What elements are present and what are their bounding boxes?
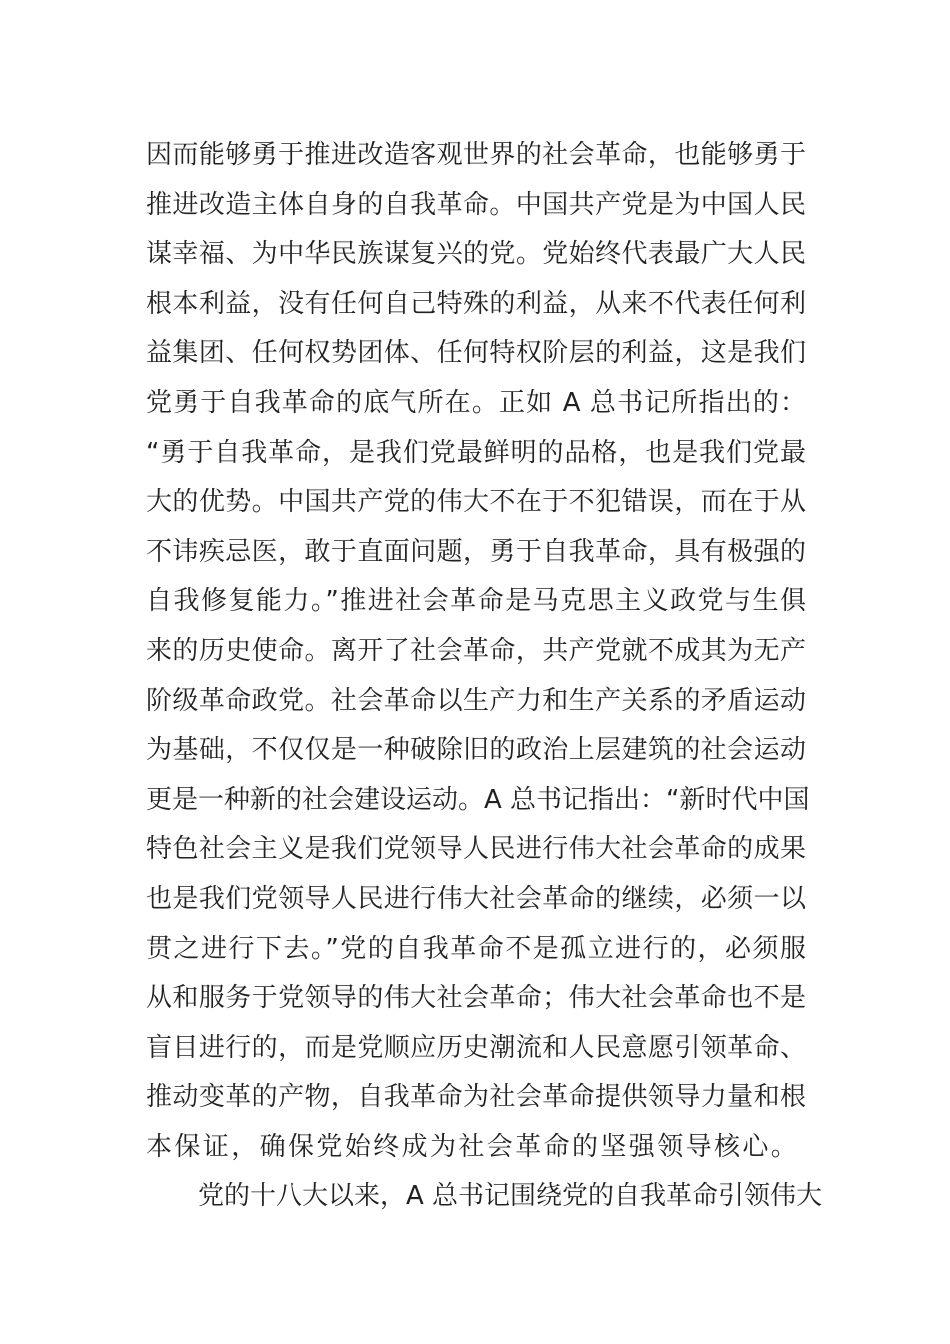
text-line: 特色社会主义是我们党领导人民进行伟大社会革命的成果 bbox=[146, 834, 806, 865]
text-line: 来的历史使命。离开了社会革命，共产党就不成其为无产 bbox=[146, 635, 806, 666]
text-line: 盲目进行的，而是党顺应历史潮流和人民意愿引领革命、 bbox=[146, 1032, 806, 1063]
text-line: 因而能够勇于推进改造客观世界的社会革命，也能够勇于 bbox=[146, 140, 806, 170]
text-line: 也是我们党领导人民进行伟大社会革命的继续，必须一以 bbox=[146, 883, 806, 914]
text-line: 从和服务于党领导的伟大社会革命；伟大社会革命也不是 bbox=[146, 983, 806, 1014]
text-line: 大的优势。中国共产党的伟大不在于不犯错误，而在于从 bbox=[146, 487, 806, 518]
text-line: 推动变革的产物，自我革命为社会革命提供领导力量和根 bbox=[146, 1082, 806, 1113]
text-line: 谋幸福、为中华民族谋复兴的党。党始终代表最广大人民 bbox=[146, 239, 806, 270]
text-line: 推进改造主体自身的自我革命。中国共产党是为中国人民 bbox=[146, 189, 806, 220]
paragraph-start-line: 党的十八大以来，A 总书记围绕党的自我革命引领伟大 bbox=[198, 1181, 823, 1212]
text-line: 党勇于自我革命的底气所在。正如 A 总书记所指出的： bbox=[146, 387, 806, 418]
text-line: 更是一种新的社会建设运动。A 总书记指出：“新时代中国 bbox=[146, 784, 810, 815]
text-line: 益集团、任何权势团体、任何特权阶层的利益，这是我们 bbox=[146, 338, 806, 369]
text-line: 根本利益，没有任何自己特殊的利益，从来不代表任何利 bbox=[146, 288, 806, 319]
body-text bbox=[146, 131, 823, 1222]
paragraph-end-line: 本保证，确保党始终成为社会革命的坚强领导核心。 bbox=[146, 1131, 800, 1162]
text-line: 为基础，不仅仅是一种破除旧的政治上层建筑的社会运动 bbox=[146, 735, 806, 766]
text-line: “勇于自我革命，是我们党最鲜明的品格，也是我们党最 bbox=[146, 437, 806, 468]
text-line: 阶级革命政党。社会革命以生产力和生产关系的矛盾运动 bbox=[146, 685, 806, 716]
text-line: 贯之进行下去。”党的自我革命不是孤立进行的，必须服 bbox=[146, 933, 806, 964]
text-line: 不讳疾忌医，敢于直面问题，勇于自我革命，具有极强的 bbox=[146, 536, 806, 567]
text-line: 自我修复能力。”推进社会革命是马克思主义政党与生俱 bbox=[146, 586, 806, 617]
